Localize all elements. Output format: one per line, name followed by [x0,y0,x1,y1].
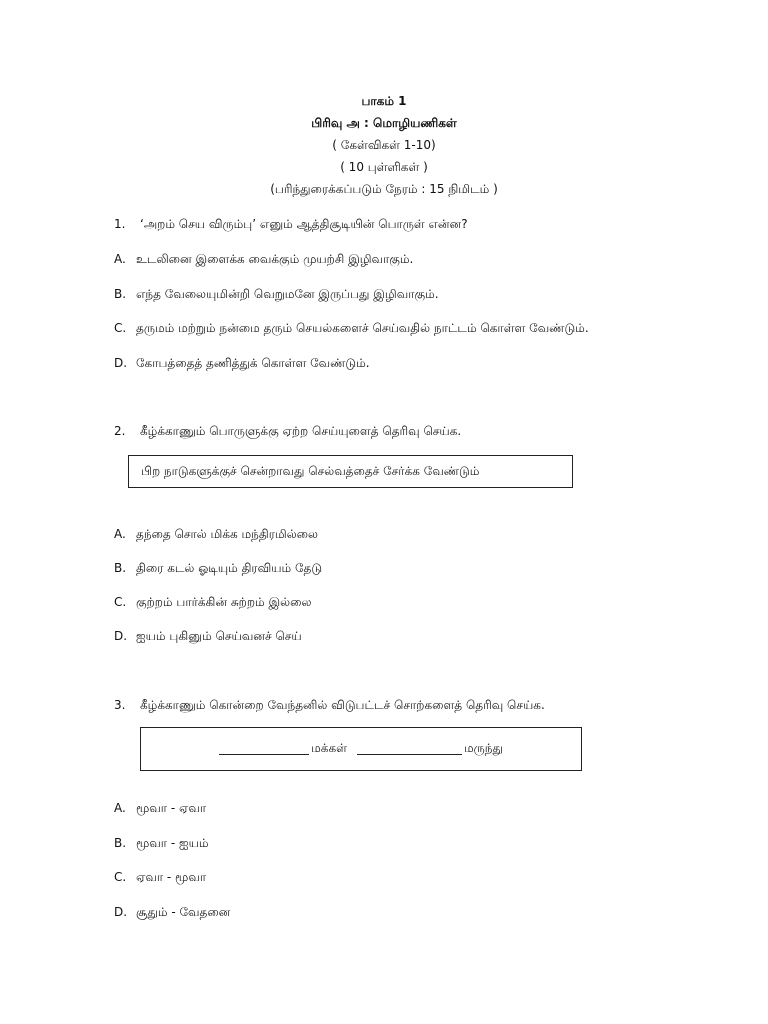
question-3-option-b [114,836,209,852]
question-1-option-a [114,252,413,268]
blank-line [219,742,309,755]
question-1-option-d [114,356,370,372]
questions-range: ( கேள்விகள் 1-10) [332,138,436,152]
question-3-option-d [114,905,230,921]
option-letter: A. [114,527,126,541]
marks-info: ( 10 புள்ளிகள் ) [340,160,428,174]
question-text: கீழ்க்காணும் பொருளுக்கு ஏற்ற செய்யுளைத் தெரிவு செய்க. [140,424,462,438]
option-text: மூவா - ஐயம் [136,836,209,850]
option-text: ஏவா - மூவா [136,870,207,884]
question-2-option-b [114,561,322,577]
question-3-option-c [114,870,206,886]
option-text: சூதும் - வேதனை [136,905,231,919]
part-title: பாகம் 1 [361,94,407,108]
option-letter: C. [114,870,127,884]
option-text: எந்த வேலையுமின்றி வெறுமனே இருப்பது இழிவாகும். [136,287,439,301]
question-number: 1. [114,217,126,231]
question-number: 2. [114,424,126,438]
question-1-option-b [114,287,439,303]
option-text: திரை கடல் ஓடியும் திரவியம் தேடு [136,561,323,575]
option-letter: A. [114,252,126,266]
option-letter: A. [114,801,126,815]
question-1 [114,217,468,233]
time-info: (பரிந்துரைக்கப்படும் நேரம் : 15 நிமிடம் ) [270,182,498,196]
option-letter: B. [114,287,127,301]
question-2-meaning-box [128,455,573,488]
option-text: கோபத்தைத் தணித்துக் கொள்ள வேண்டும். [136,356,370,370]
question-text: ‘அறம் செய விரும்பு’ எனும் ஆத்திசூடியின் பொருள் என்ன? [140,217,468,231]
question-2-option-c [114,595,311,611]
option-letter: D. [114,356,128,370]
option-letter: C. [114,321,127,335]
option-letter: D. [114,629,128,643]
option-letter: B. [114,836,127,850]
option-text: குற்றம் பார்க்கின் சுற்றம் இல்லை [136,595,312,609]
question-2 [114,424,461,440]
option-letter: B. [114,561,127,575]
question-2-option-a [114,527,318,543]
section-title: பிரிவு அ : மொழியணிகள் [311,116,457,130]
question-3-option-a [114,801,206,817]
box-word-1: மக்கள் [311,741,347,755]
question-text: கீழ்க்காணும் கொன்றை வேந்தனில் விடுபட்டச் சொற்களைத் தெரிவு செய்க. [140,698,545,712]
option-text: ஐயம் புகினும் செய்வனச் செய் [136,629,302,643]
option-text: தருமம் மற்றும் நன்மை தரும் செயல்களைச் செய்வதில் நாட்டம் கொள்ள வேண்டும். [136,321,589,335]
question-number: 3. [114,698,126,712]
question-1-option-c [114,321,589,337]
blank-line [357,742,462,755]
question-3 [114,698,545,714]
option-text: தந்தை சொல் மிக்க மந்திரமில்லை [136,527,318,541]
section-header [0,90,768,200]
question-3-fill-blank-box [140,727,582,771]
meaning-text: பிற நாடுகளுக்குச் சென்றாவது செல்வத்தைச் சேர்க்க வேண்டும் [141,463,480,478]
box-word-2: மருந்து [463,741,503,755]
option-letter: D. [114,905,128,919]
option-text: மூவா - ஏவா [136,801,207,815]
question-2-option-d [114,629,302,645]
option-letter: C. [114,595,127,609]
option-text: உடலினை இளைக்க வைக்கும் முயற்சி இழிவாகும். [136,252,414,266]
